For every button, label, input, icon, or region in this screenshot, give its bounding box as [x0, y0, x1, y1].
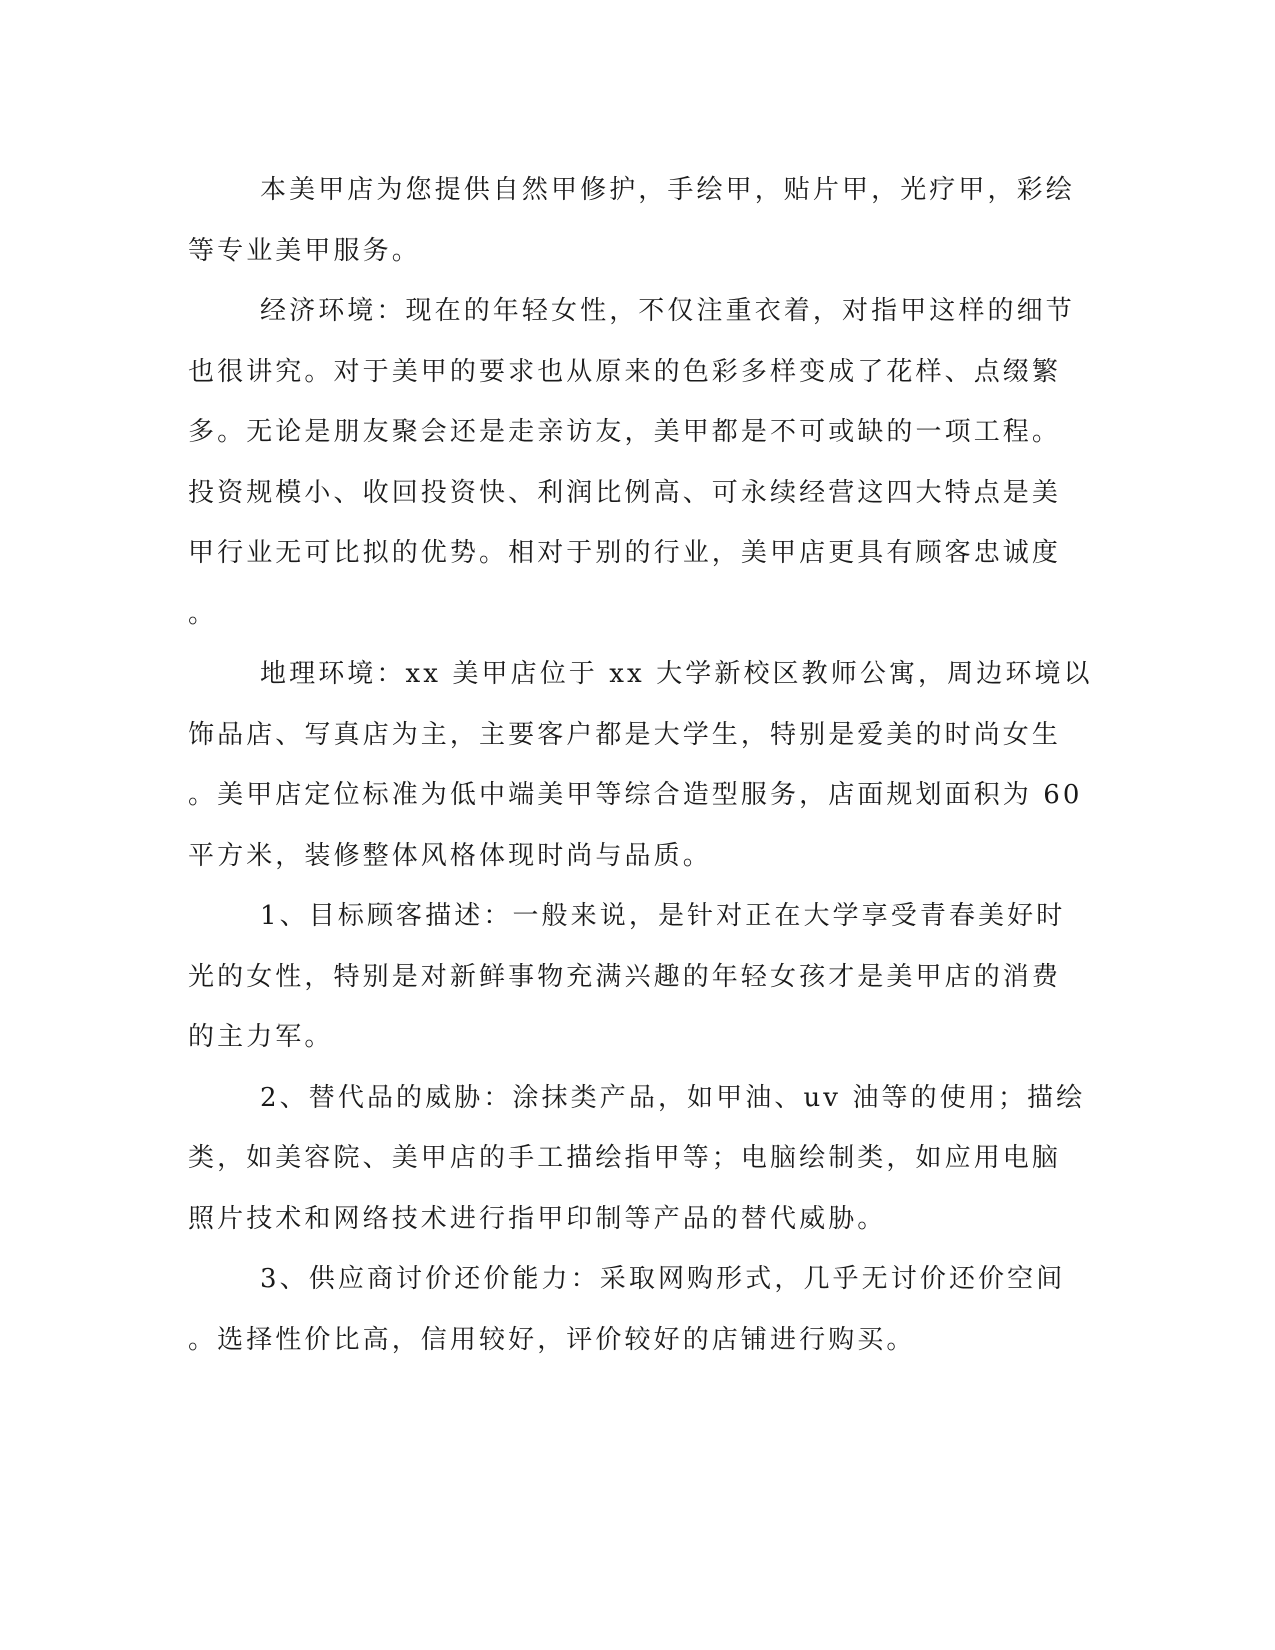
- text-line: 。: [188, 598, 218, 629]
- text-line: 3、供应商讨价还价能力：采取网购形式，几乎无讨价还价空间: [260, 1264, 1066, 1294]
- text-line: 光的女性，特别是对新鲜事物充满兴趣的年轻女孩才是美甲店的消费: [188, 961, 1062, 992]
- text-line: 1、目标顾客描述：一般来说，是针对正在大学享受青春美好时: [260, 901, 1066, 931]
- text-line: 地理环境：xx 美甲店位于 xx 大学新校区教师公寓，周边环境以: [260, 659, 1093, 689]
- paragraph-economic-environment: [188, 281, 1078, 644]
- text-line: 也很讲究。对于美甲的要求也从原来的色彩多样变成了花样、点缀繁: [188, 356, 1062, 387]
- text-line: 的主力军。: [188, 1022, 334, 1052]
- text-line: 多。无论是朋友聚会还是走亲访友，美甲都是不可或缺的一项工程。: [188, 417, 1062, 447]
- text-line: 经济环境：现在的年轻女性，不仅注重衣着，对指甲这样的细节: [260, 296, 1075, 326]
- text-line: 甲行业无可比拟的优势。相对于别的行业，美甲店更具有顾客忠诚度: [188, 538, 1062, 568]
- text-line: 投资规模小、收回投资快、利润比例高、可永续经营这四大特点是美: [188, 477, 1062, 508]
- paragraph-geographic-environment: [188, 644, 1093, 886]
- document-body: [188, 160, 1093, 1370]
- text-line: 。选择性价比高，信用较好，评价较好的店铺进行购买。: [188, 1324, 916, 1355]
- text-line: 类，如美容院、美甲店的手工描绘指甲等；电脑绘制类，如应用电脑: [188, 1143, 1062, 1173]
- text-line: 2、替代品的威胁：涂抹类产品，如甲油、uv 油等的使用；描绘: [260, 1082, 1086, 1113]
- text-line: 等专业美甲服务。: [188, 235, 421, 266]
- paragraph-target-customers: [188, 886, 1078, 1068]
- text-line: 本美甲店为您提供自然甲修护，手绘甲，贴片甲，光疗甲，彩绘: [260, 175, 1075, 205]
- text-line: 平方米，装修整体风格体现时尚与品质。: [188, 840, 712, 871]
- text-line: 饰品店、写真店为主，主要客户都是大学生，特别是爱美的时尚女生: [188, 719, 1062, 750]
- paragraph-substitute-threats: [188, 1068, 1086, 1250]
- paragraph-services: [188, 160, 1078, 281]
- text-line: 。美甲店定位标准为低中端美甲等综合造型服务，店面规划面积为 60: [188, 780, 1083, 810]
- text-line: 照片技术和网络技术进行指甲印制等产品的替代威胁。: [188, 1203, 887, 1234]
- paragraph-supplier-bargaining: [188, 1249, 1078, 1370]
